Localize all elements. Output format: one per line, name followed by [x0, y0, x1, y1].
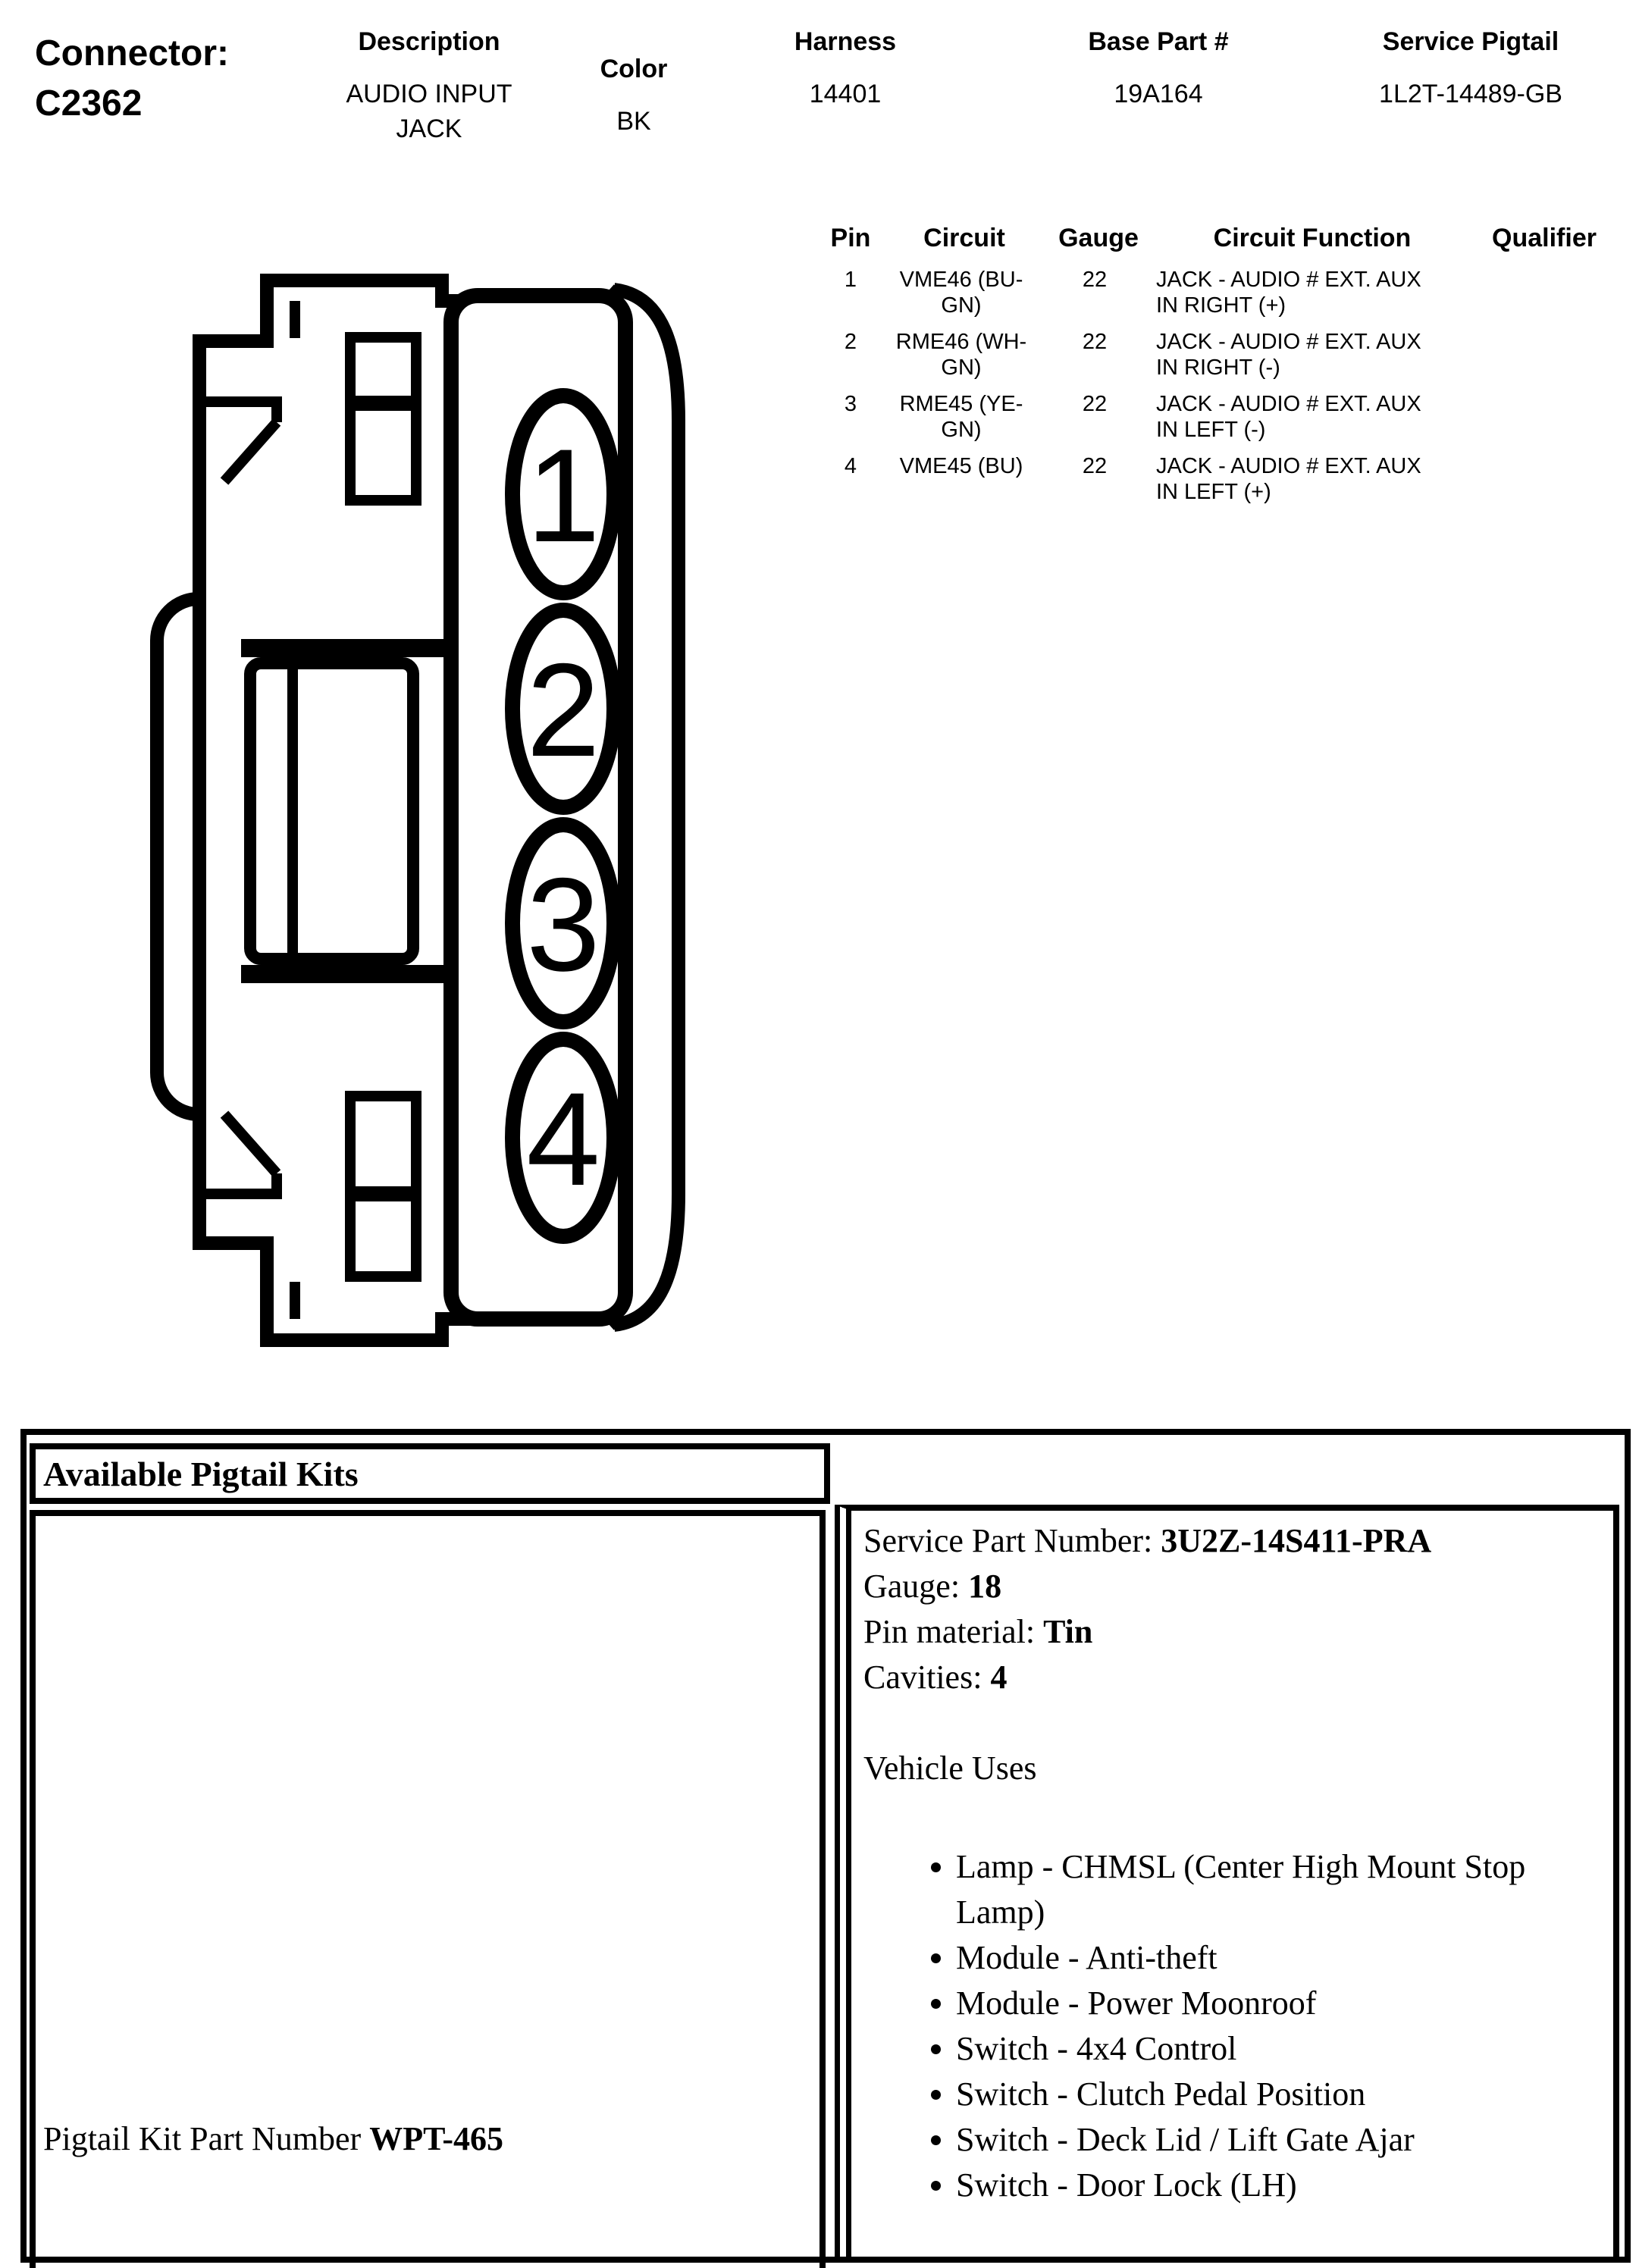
function-cell: [1156, 453, 1497, 505]
color-value: BK: [616, 107, 651, 136]
color-label: Color: [600, 55, 668, 83]
center-box: [250, 663, 413, 959]
pin-table-header-gauge: Gauge: [1058, 224, 1139, 252]
pin-number: 3: [844, 392, 857, 416]
vehicle-uses-list: [863, 1844, 1546, 2208]
connector-title: [35, 29, 229, 129]
function-line1: JACK - AUDIO # EXT. AUX: [1156, 454, 1421, 478]
base-part-label: Base Part #: [1088, 27, 1229, 56]
gauge-cell: 22: [1082, 392, 1108, 416]
description-value-line1: AUDIO INPUT: [346, 80, 512, 108]
available-pigtail-kits-box: [30, 1443, 830, 1504]
vehicle-use-item: • Lamp - CHMSL (Center High Mount Stop Lamp): [956, 1844, 1540, 1935]
available-pigtail-kits-title: Available Pigtail Kits: [43, 1455, 359, 1493]
function-cell: [1156, 329, 1497, 381]
harness-value: 14401: [809, 80, 882, 108]
vehicle-use-item: • Switch - Door Lock (LH): [956, 2163, 1540, 2208]
function-cell: [1156, 391, 1497, 443]
header-col-service-pigtail: [1349, 27, 1592, 111]
gauge-value: 18: [968, 1568, 1002, 1605]
connector-diagram: [121, 243, 697, 1425]
header-col-harness: [769, 27, 921, 111]
harness-label: Harness: [794, 27, 897, 56]
circuit-cell: [867, 453, 1056, 479]
function-line1: JACK - AUDIO # EXT. AUX: [1156, 392, 1421, 416]
circuit-line2: GN): [941, 356, 982, 380]
service-part-label: Service Part Number:: [863, 1522, 1161, 1559]
header-col-description: [315, 27, 543, 146]
pin-table-header-pin: Pin: [830, 224, 871, 252]
pigtail-kit-number: WPT-465: [369, 2120, 504, 2157]
vehicle-uses-title: Vehicle Uses: [863, 1750, 1037, 1787]
cavity-3-label: 3: [526, 851, 600, 999]
function-line2: IN RIGHT (-): [1156, 356, 1280, 380]
cavity-2-label: 2: [526, 637, 600, 785]
circuit-line1: VME46 (BU-: [899, 268, 1023, 292]
connector-label: Connector:: [35, 33, 229, 74]
service-part-number: 3U2Z-14S411-PRA: [1161, 1522, 1432, 1559]
service-pigtail-label: Service Pigtail: [1382, 27, 1559, 56]
base-part-value: 19A164: [1114, 80, 1203, 108]
vehicle-use-item: • Switch - 4x4 Control: [956, 2026, 1540, 2072]
gauge-cell: 22: [1082, 268, 1108, 292]
description-value-line2: JACK: [396, 114, 462, 143]
cavity-4-label: 4: [526, 1066, 600, 1214]
function-line2: IN RIGHT (+): [1156, 293, 1286, 318]
function-cell: [1156, 267, 1497, 318]
description-label: Description: [358, 27, 500, 56]
function-line2: IN LEFT (-): [1156, 418, 1266, 442]
service-part-cell: [835, 1505, 1619, 2263]
gauge-cell: 22: [1082, 454, 1108, 478]
service-part-line: [863, 1518, 1606, 1564]
circuit-cell: [867, 391, 1056, 443]
pin-number: 4: [844, 454, 857, 478]
cavities-label: Cavities:: [863, 1659, 991, 1696]
circuit-line2: GN): [941, 293, 982, 318]
pin-table-header-circuit: Circuit: [923, 224, 1005, 252]
cavities-value: 4: [990, 1659, 1008, 1696]
header-col-base-part: [1060, 27, 1257, 111]
pigtail-kit-label: Pigtail Kit Part Number: [43, 2120, 370, 2157]
pin-table-header-function: Circuit Function: [1213, 224, 1412, 252]
gauge-label: Gauge:: [863, 1568, 969, 1605]
pin-material-label: Pin material:: [863, 1613, 1044, 1650]
vehicle-use-item: • Switch - Clutch Pedal Position: [956, 2072, 1540, 2117]
pin-table-header-qualifier: Qualifier: [1492, 224, 1597, 252]
pin-number: 2: [844, 330, 857, 354]
circuit-line1: RME45 (YE-: [899, 392, 1023, 416]
pigtail-kit-line: [43, 2119, 503, 2158]
function-line1: JACK - AUDIO # EXT. AUX: [1156, 268, 1421, 292]
vehicle-use-item: • Switch - Deck Lid / Lift Gate Ajar: [956, 2117, 1540, 2163]
connector-id: C2362: [35, 83, 143, 124]
gauge-line: [863, 1564, 1606, 1609]
circuit-cell: [867, 267, 1056, 318]
circuit-cell: [867, 329, 1056, 381]
circuit-line1: VME45 (BU): [899, 454, 1023, 478]
cavity-1-label: 1: [526, 422, 600, 570]
cavities-line: [863, 1655, 1606, 1700]
pin-material-value: Tin: [1043, 1613, 1093, 1650]
pigtail-kit-cell: [30, 1510, 826, 2268]
service-pigtail-value: 1L2T-14489-GB: [1379, 80, 1562, 108]
header-col-color: [558, 55, 710, 139]
vehicle-use-item: • Module - Power Moonroof: [956, 1981, 1540, 2026]
pin-material-line: [863, 1609, 1606, 1655]
pin-number: 1: [844, 268, 857, 292]
vehicle-use-item: • Module - Anti-theft: [956, 1935, 1540, 1981]
circuit-line2: GN): [941, 418, 982, 442]
function-line1: JACK - AUDIO # EXT. AUX: [1156, 330, 1421, 354]
function-line2: IN LEFT (+): [1156, 480, 1271, 504]
upper-window: [350, 337, 416, 500]
circuit-line1: RME46 (WH-: [895, 330, 1027, 354]
gauge-cell: 22: [1082, 330, 1108, 354]
